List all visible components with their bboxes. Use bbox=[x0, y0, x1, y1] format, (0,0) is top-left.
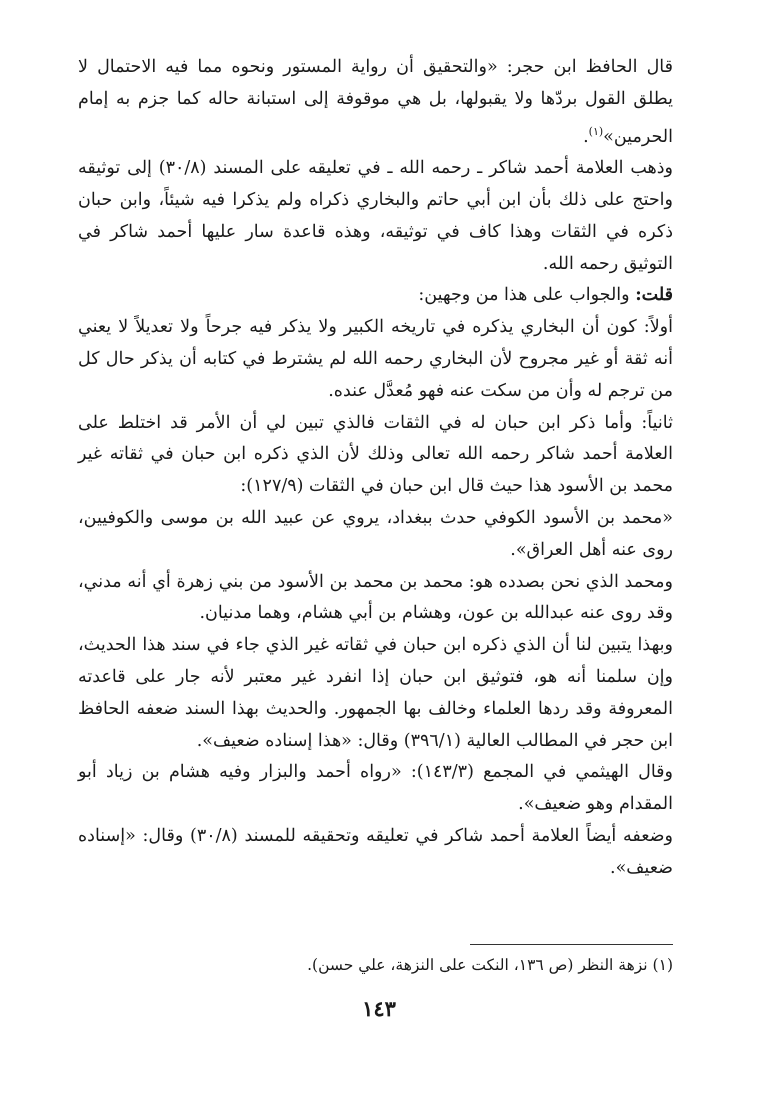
paragraph-answer bbox=[78, 280, 673, 312]
paragraph-ibn-hajar: قال الحافظ ابن حجر: «والتحقيق أن رواية المستور ونحوه مما فيه الاحتمال لا يطلق القول بردّها ولا يقبولها، بل هي موقوفة إلى استبانة حاله كما جزم به إمام الحرمين»$^{(١)}$. bbox=[78, 57, 673, 147]
paragraph-text: والجواب على هذا من وجهين: bbox=[418, 285, 630, 306]
footnote-divider bbox=[470, 944, 673, 945]
paragraph-shakir-weak: وضعفه أيضاً العلامة أحمد شاكر في تعليقه وتحقيقه للمسند (٣٠/٨) وقال: «إسناده ضعيف». bbox=[78, 825, 673, 878]
page-number: ١٤٣ bbox=[362, 996, 396, 1021]
paragraph-second-point: ثانياً: وأما ذكر ابن حبان له في الثقات فالذي تبين لي أن الأمر قد اختلط على العلامة أحمد شاكر رحمه الله تعالى وذلك لأن الذي ذكره ابن حبان في ثقاته غير محمد بن الأسود هذا حيث قال ابن حبان في الثقات (١٢٧/٩): bbox=[78, 412, 673, 497]
footnote-reference: (١) bbox=[588, 124, 604, 138]
paragraph-text: قال الحافظ ابن حجر: «والتحقيق أن رواية المستور ونحوه مما فيه الاحتمال لا يطلق القول بردّها ولا يقبولها، بل هي موقوفة إلى استبانة حاله كما جزم به إمام الحرمين» bbox=[78, 57, 673, 147]
paragraph-conclusion: وبهذا يتبين لنا أن الذي ذكره ابن حبان في ثقاته غير الذي جاء في سند هذا الحديث، وإن سلمنا أنه هو، فتوثيق ابن حبان إذا انفرد غير معتبر لأنه جار على قاعدته المعروفة وقد ردها العلماء وخالف بها الجمهور. والحديث بهذا السند ضعفه الحافظ ابن حجر في المطالب العالية (٣٩٦/١) وقال: «هذا إسناده ضعيف». bbox=[78, 635, 673, 751]
qult-label: قلت: bbox=[635, 285, 673, 306]
main-text bbox=[78, 52, 673, 885]
paragraph-quote-ibn-hibban: «محمد بن الأسود الكوفي حدث ببغداد، يروي عن عبيد الله بن موسى والكوفيين، روى عنه أهل العراق». bbox=[78, 507, 673, 560]
paragraph-first-point: أولاً: كون أن البخاري يذكره في تاريخه الكبير ولا يذكر فيه جرحاً ولا تعديلاً لا يعني أنه ثقة أو غير مجروح لأن البخاري رحمه الله لم يشترط في كتابه أن يذكر حال كل من ترجم له وأن من سكت عنه فهو مُعدَّل عنده. bbox=[78, 317, 673, 401]
footnote: (١) نزهة النظر (ص ١٣٦، النكت على النزهة، علي حسن). bbox=[307, 956, 673, 974]
paragraph-ahmad-shakir: وذهب العلامة أحمد شاكر ـ رحمه الله ـ في تعليقه على المسند (٣٠/٨) إلى توثيقه واحتج على ذلك بأن ابن أبي حاتم والبخاري ذكراه ولم يذكرا فيه شيئاً، وابن حبان ذكره في الثقات وهذا كاف في توثيقه، وهذه قاعدة سار عليها أحمد شاكر في التوثيق رحمه الله. bbox=[78, 158, 674, 274]
paragraph-muhammad: ومحمد الذي نحن بصدده هو: محمد بن محمد بن الأسود من بني زهرة أي أنه مدني، وقد روى عنه عبدالله بن عون، وهشام بن أبي هشام، وهما مدنيان. bbox=[78, 571, 673, 624]
paragraph-haythami: وقال الهيثمي في المجمع (١٤٣/٣): «رواه أحمد والبزار وفيه هشام بن زياد أبو المقدام وهو ضعيف». bbox=[78, 762, 673, 815]
